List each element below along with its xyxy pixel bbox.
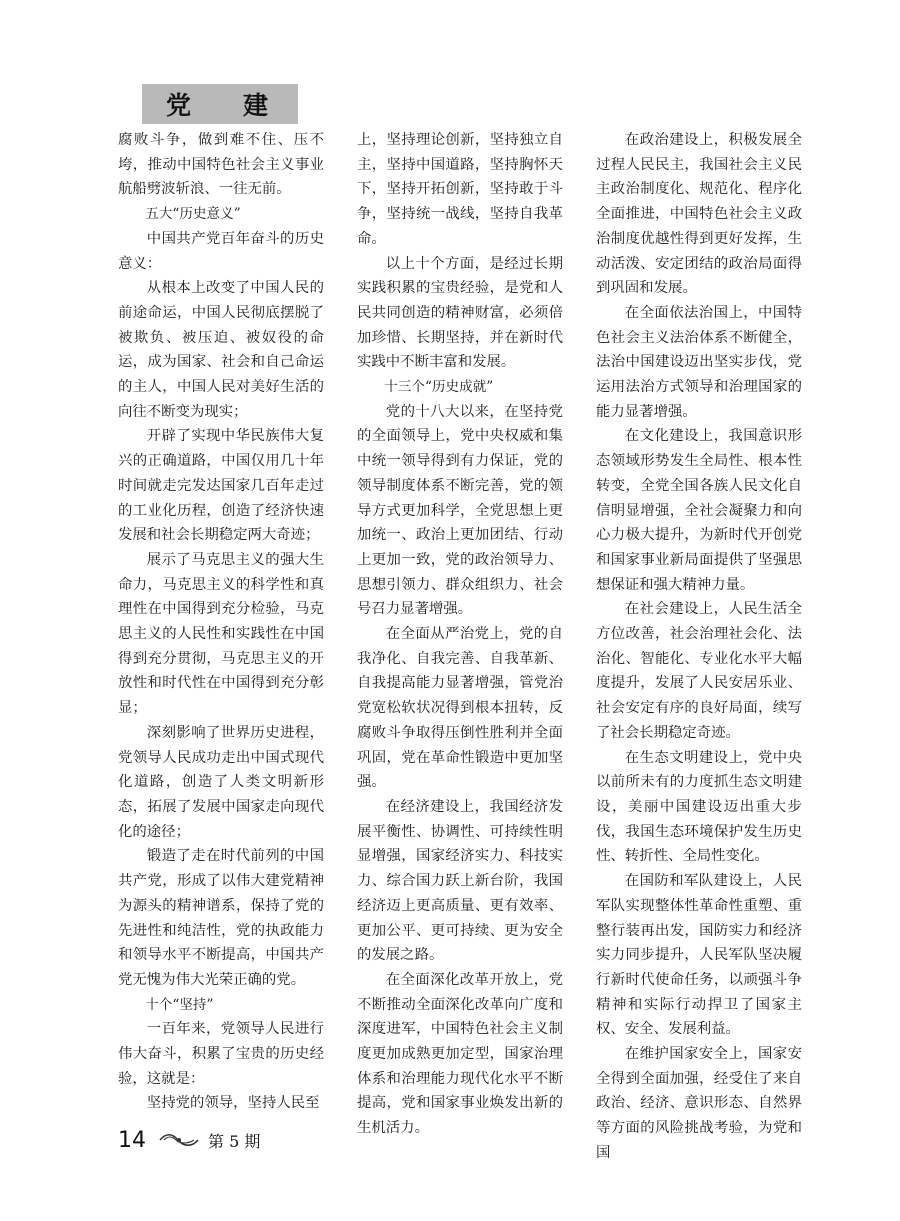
page-footer bbox=[118, 1124, 260, 1156]
paragraph: 深刻影响了世界历史进程，党领导人民成功走出中国式现代化道路，创造了人类文明新形态，拓展了发展中国家走向现代化的途径； bbox=[118, 724, 324, 840]
section-title-char-2: 建 bbox=[242, 91, 268, 120]
issue-label: 第 5 期 bbox=[208, 1131, 261, 1151]
paragraph: 在国防和军队建设上，人民军队实现整体性革命性重塑、重整行装再出发，国防实力和经济实力同步提升，人民军队坚决履行新时代使命任务，以顽强斗争精神和实际行动捍卫了国家主权、安全、发展利益。 bbox=[596, 873, 802, 1038]
paragraph: 上，坚持理论创新，坚持独立自主，坚持中国道路，坚持胸怀天下，坚持开拓创新，坚持敢于斗争，坚持统一战线，坚持自我革命。 bbox=[357, 132, 563, 247]
paragraph: 展示了马克思主义的强大生命力，马克思主义的科学性和真理性在中国得到充分检验，马克思主义的人民性和实践性在中国得到充分贯彻，马克思主义的开放性和时代性在中国得到充分彰显； bbox=[118, 551, 324, 717]
text-column-3 bbox=[596, 128, 802, 1166]
paragraph: 从根本上改变了中国人民的前途命运，中国人民彻底摆脱了被欺负、被压迫、被奴役的命运，成为国家、社会和自己命运的主人，中国人民对美好生活的向往不断变为现实； bbox=[118, 280, 324, 420]
paragraph: 在生态文明建设上，党中央以前所未有的力度抓生态文明建设，美丽中国建设迈出重大步伐，我国生态环境保护发生历史性、转折性、全局性变化。 bbox=[596, 749, 802, 865]
paragraph: 在社会建设上，人民生活全方位改善，社会治理社会化、法治化、智能化、专业化水平大幅度提升，发展了人民安居乐业、社会安定有序的良好局面，续写了社会长期稳定奇迹。 bbox=[596, 601, 802, 741]
paragraph: 在全面从严治党上，党的自我净化、自我完善、自我革新、自我提高能力显著增强，管党治党宽松软状况得到根本扭转，反腐败斗争取得压倒性胜利并全面巩固，党在革命性锻造中更加坚强。 bbox=[357, 626, 563, 791]
paragraph: 锻造了走在时代前列的中国共产党，形成了以伟大建党精神为源头的精神谱系，保持了党的先进性和纯洁性，党的执政能力和领导水平不断提高，中国共产党无愧为伟大光荣正确的党。 bbox=[118, 848, 324, 988]
paragraph: 在文化建设上，我国意识形态领域形势发生全局性、根本性转变，全党全国各族人民文化自信明显增强，全社会凝聚力和向心力极大提升，为新时代开创党和国家事业新局面提供了坚强思想保证和强大精神力量。 bbox=[596, 428, 802, 593]
paragraph: 在维护国家安全上，国家安全得到全面加强，经受住了来自政治、经济、意识形态、自然界等方面的风险挑战考验，为党和国 bbox=[596, 1046, 802, 1161]
paragraph: 党的十八大以来，在坚持党的全面领导上，党中央权威和集中统一领导得到有力保证，党的领导制度体系不断完善，党的领导方式更加科学，全党思想上更加统一、政治上更加团结、行动上更加一致，党的政治领导力、思想引领力、群众组织力、社会号召力显著增强。 bbox=[357, 403, 563, 618]
section-subheading: 十三个“历史成就” bbox=[384, 379, 494, 396]
paragraph: 坚持党的领导，坚持人民至 bbox=[146, 1095, 320, 1112]
paragraph: 在经济建设上，我国经济发展平衡性、协调性、可持续性明显增强，国家经济实力、科技实力、综合国力跃上新台阶，我国经济迈上更高质量、更有效率、更加公平、更可持续、更为安全的发展之路。 bbox=[357, 798, 563, 964]
paragraph: 在政治建设上，积极发展全过程人民民主，我国社会主义民主政治制度化、规范化、程序化全面推进，中国特色社会主义政治制度优越性得到更好发挥，生动活泼、安定团结的政治局面得到巩固和发展。 bbox=[596, 132, 802, 297]
paragraph: 腐败斗争，做到难不住、压不垮，推动中国特色社会主义事业航船劈波斩浪、一往无前。 bbox=[118, 132, 324, 198]
text-column-2 bbox=[357, 128, 563, 1141]
section-header bbox=[142, 84, 298, 124]
paragraph: 中国共产党百年奋斗的历史意义： bbox=[118, 230, 324, 272]
paragraph: 在全面依法治国上，中国特色社会主义法治体系不断健全，法治中国建设迈出坚实步伐，党运用法治方式领导和治理国家的能力显著增强。 bbox=[596, 304, 802, 420]
page-number: 14 bbox=[118, 1127, 146, 1153]
text-column-1 bbox=[118, 128, 324, 1116]
ornament-icon bbox=[158, 1131, 200, 1149]
paragraph: 一百年来，党领导人民进行伟大奋斗，积累了宝贵的历史经验，这就是： bbox=[118, 1021, 324, 1087]
section-subheading: 十个“坚持” bbox=[145, 996, 214, 1013]
section-title-char-1: 党 bbox=[166, 91, 192, 120]
section-subheading: 五大“历史意义” bbox=[145, 206, 241, 223]
paragraph: 开辟了实现中华民族伟大复兴的正确道路，中国仅用几十年时间就走完发达国家几百年走过的工业化历程，创造了经济快速发展和社会长期稳定两大奇迹； bbox=[118, 428, 324, 544]
paragraph: 以上十个方面，是经过长期实践积累的宝贵经验，是党和人民共同创造的精神财富，必须倍加珍惜、长期坚持，并在新时代实践中不断丰富和发展。 bbox=[357, 255, 563, 371]
paragraph: 在全面深化改革开放上，党不断推动全面深化改革向广度和深度进军，中国特色社会主义制度更加成熟更加定型，国家治理体系和治理能力现代化水平不断提高，党和国家事业焕发出新的生机活力。 bbox=[357, 971, 563, 1137]
